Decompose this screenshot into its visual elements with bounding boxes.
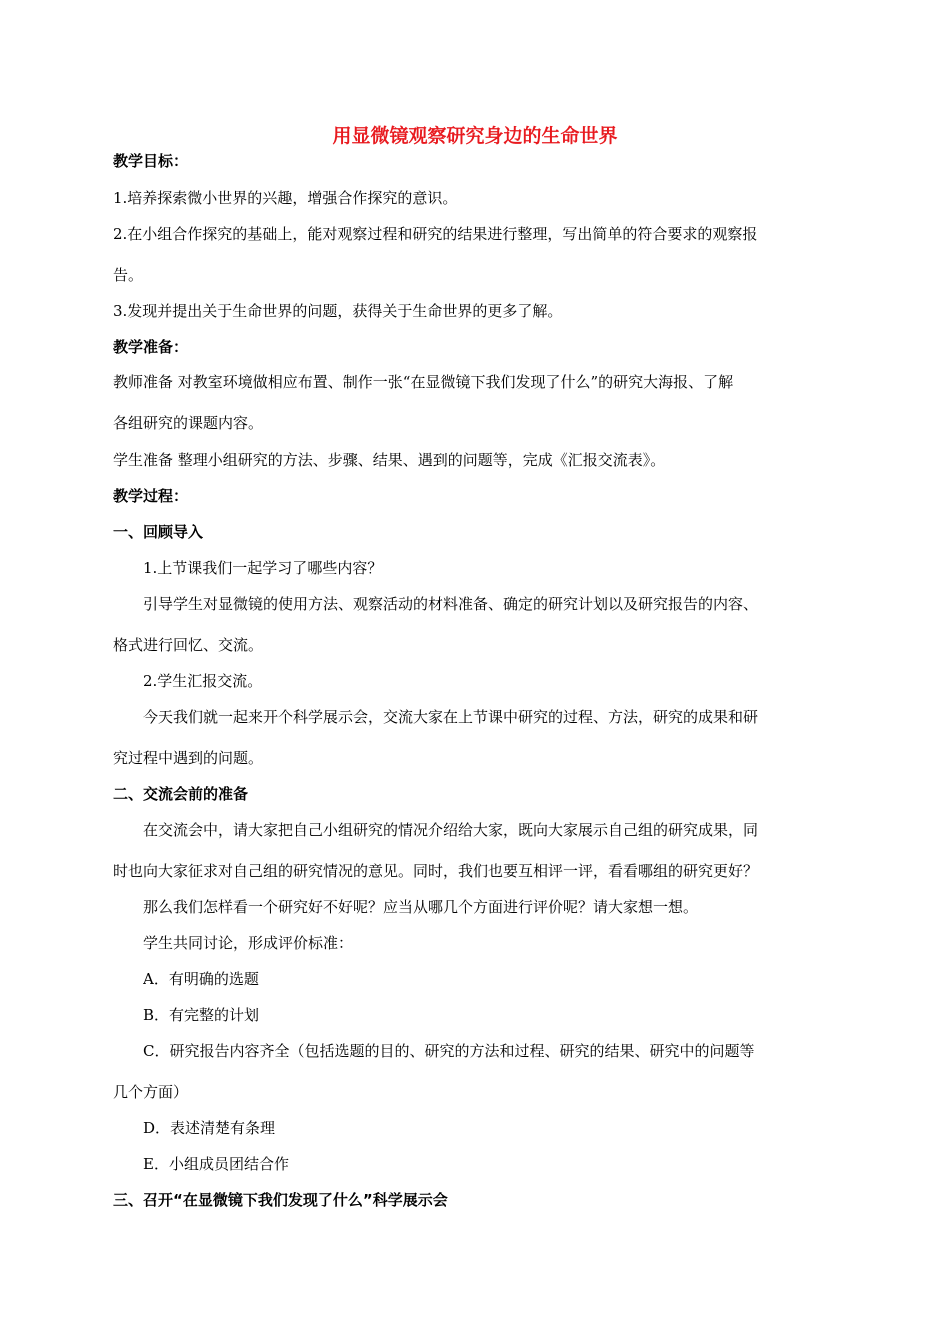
section1-line: 格式进行回忆、交流。: [113, 636, 264, 654]
section1-line: 今天我们就一起来开个科学展示会，交流大家在上节课中研究的过程、方法，研究的成果和研: [143, 708, 759, 726]
criteria-item: D．表述清楚有条理: [143, 1119, 276, 1137]
section1-line: 引导学生对显微镜的使用方法、观察活动的材料准备、确定的研究计划以及研究报告的内容、: [143, 595, 759, 613]
objective-line: 1.培养探索微小世界的兴趣，增强合作探究的意识。: [113, 189, 458, 207]
objective-line: 2.在小组合作探究的基础上，能对观察过程和研究的结果进行整理，写出简单的符合要求的观察报: [113, 225, 758, 243]
section2-line: 学生共同讨论，形成评价标准：: [143, 934, 354, 952]
criteria-item: B．有完整的计划: [143, 1006, 260, 1024]
prep-line: 教师准备 对教室环境做相应布置、制作一张“在显微镜下我们发现了什么”的研究大海报、了解: [113, 373, 734, 391]
page-title: 用显微镜观察研究身边的生命世界: [332, 125, 618, 147]
section1-line: 2.学生汇报交流。: [143, 672, 263, 690]
section2-heading: 二、交流会前的准备: [113, 785, 249, 803]
section1-line: 1.上节课我们一起学习了哪些内容？: [143, 559, 383, 577]
objective-line: 告。: [113, 266, 144, 284]
section1-line: 究过程中遇到的问题。: [113, 749, 264, 767]
section2-line: 那么我们怎样看一个研究好不好呢？应当从哪几个方面进行评价呢？请大家想一想。: [143, 898, 699, 916]
section2-line: 在交流会中，请大家把自己小组研究的情况介绍给大家，既向大家展示自己组的研究成果，同: [143, 821, 759, 839]
prep-heading: 教学准备：: [113, 338, 189, 356]
criteria-item: E．小组成员团结合作: [143, 1155, 289, 1173]
criteria-item-continued: 几个方面）: [113, 1083, 189, 1101]
section3-heading: 三、召开“在显微镜下我们发现了什么”科学展示会: [113, 1191, 448, 1209]
objectives-heading: 教学目标：: [113, 152, 189, 170]
prep-line: 学生准备 整理小组研究的方法、步骤、结果、遇到的问题等，完成《汇报交流表》。: [113, 451, 666, 469]
section2-line: 时也向大家征求对自己组的研究情况的意见。同时，我们也要互相评一评，看看哪组的研究更好？: [113, 862, 759, 880]
criteria-item: A．有明确的选题: [143, 970, 259, 988]
section1-heading: 一、回顾导入: [113, 523, 204, 541]
objective-line: 3.发现并提出关于生命世界的问题，获得关于生命世界的更多了解。: [113, 302, 563, 320]
process-heading: 教学过程：: [113, 487, 189, 505]
prep-line: 各组研究的课题内容。: [113, 414, 264, 432]
criteria-item: C．研究报告内容齐全（包括选题的目的、研究的方法和过程、研究的结果、研究中的问题等: [143, 1042, 755, 1060]
